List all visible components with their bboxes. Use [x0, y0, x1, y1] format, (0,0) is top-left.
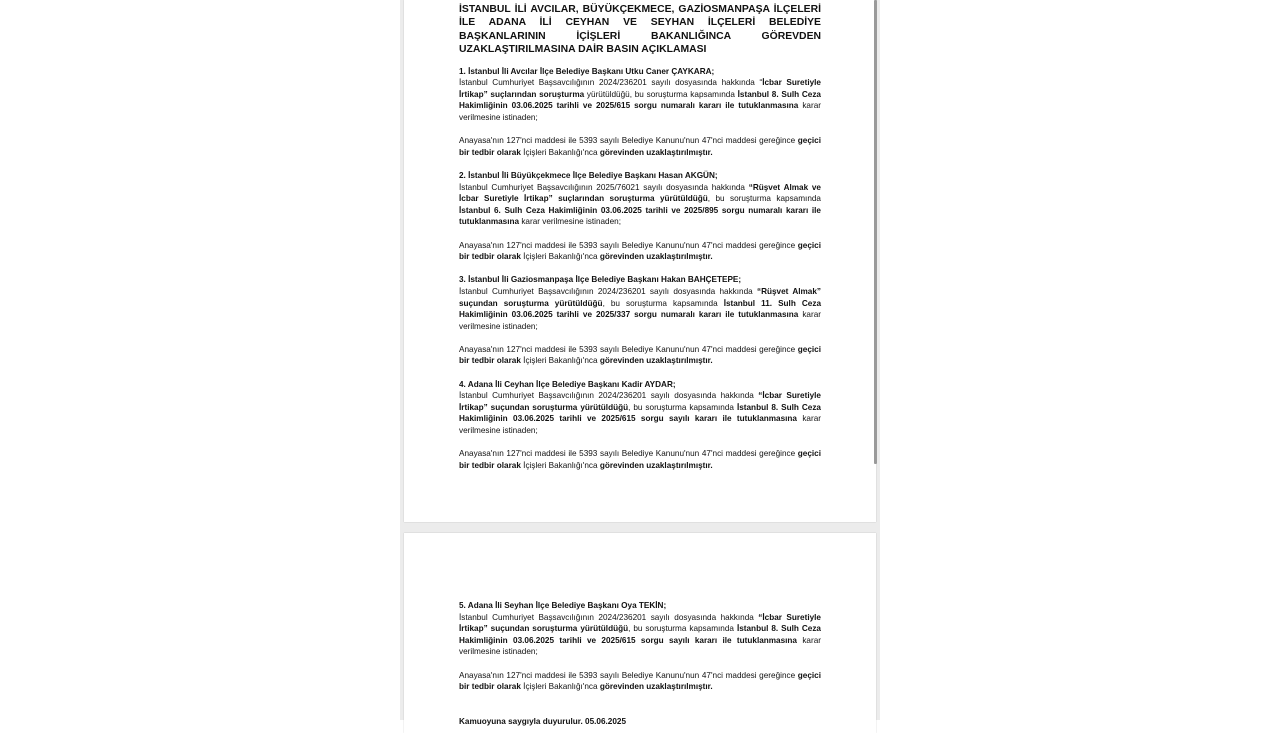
ruling-measure: geçici bir tedbir olarak [459, 136, 821, 157]
page-1-content [459, 3, 821, 483]
press-section-1 [459, 66, 821, 170]
court-decision-text: İstanbul 6. Sulh Ceza Hakimliğinin 03.06.2025 tarihli ve 2025/895 sorgu numaralı kararı ile tutuklanmasına [459, 205, 821, 227]
press-section-2 [459, 170, 821, 274]
section-body [459, 77, 821, 123]
ruling-outcome: görevinden uzaklaştırılmıştır. [599, 356, 713, 366]
section-ruling [459, 135, 821, 158]
ruling-text: Anayasa'nın 127'nci maddesi ile 5393 sayılı Belediye Kanunu'nun 47'nci maddesi gereğince [459, 449, 798, 459]
document-title: İSTANBUL İLİ AVCILAR, BÜYÜKÇEKMECE, GAZİOSMANPAŞA İLÇELERİ İLE ADANA İLİ CEYHAN VE SEYHAN İLÇELERİ BELEDİYE BAŞKANLARININ İÇİŞLERİ BAKANLIĞINCA GÖREVDEN UZAKLAŞTIRILMASINA DAİR BASIN AÇIKLAMASI [459, 4, 821, 56]
ruling-text: İçişleri Bakanlığı'nca [520, 682, 600, 692]
section-ruling [459, 448, 821, 471]
court-decision-text: İstanbul 8. Sulh Ceza Hakimliğinin 03.06.2025 tarihli ve 2025/615 sorgu sayılı kararı ile tutuklanmasına [459, 402, 821, 424]
body-text: İstanbul Cumhuriyet Başsavcılığının 2024/236201 sayılı dosyasında hakkında [459, 286, 757, 296]
ruling-outcome: görevinden uzaklaştırılmıştır. [599, 460, 713, 470]
body-text: İstanbul Cumhuriyet Başsavcılığının 2024/236201 sayılı dosyasında hakkında [459, 612, 759, 622]
body-text: karar verilmesine istinaden; [519, 217, 621, 227]
court-decision-text: İstanbul 8. Sulh Ceza Hakimliğinin 03.06.2025 tarihli ve 2025/615 sorgu sayılı kararı ile tutuklanmasına [459, 624, 821, 645]
body-text: İstanbul Cumhuriyet Başsavcılığının 2025/76021 sayılı dosyasında hakkında [459, 182, 749, 192]
section-ruling [459, 344, 821, 367]
section-heading: 3. İstanbul İli Gaziosmanpaşa İlçe Belediye Başkanı Hakan BAHÇETEPE; [459, 275, 742, 285]
charge-text: “Rüşvet Almak” suçundan soruşturma yürütüldüğü [459, 286, 821, 308]
ruling-text: İçişleri Bakanlığı'nca [520, 356, 600, 366]
ruling-outcome: görevinden uzaklaştırılmıştır. [599, 252, 713, 262]
vertical-scrollbar[interactable] [874, 0, 877, 464]
ruling-text: Anayasa'nın 127'nci maddesi ile 5393 sayılı Belediye Kanunu'nun 47'nci maddesi gereğince [459, 240, 798, 250]
press-section-4 [459, 379, 821, 483]
ruling-text: İçişleri Bakanlığı'nca [520, 252, 600, 262]
press-section-5 [459, 600, 821, 704]
charge-text: “Rüşvet Almak ve İcbar Suretiyle İrtikap” suçlarından soruşturma yürütüldüğü [459, 182, 821, 204]
body-text: , bu soruşturma kapsamında [707, 194, 821, 204]
document-page-2 [404, 533, 876, 733]
ruling-measure: geçici bir tedbir olarak [459, 240, 821, 262]
press-section-3 [459, 274, 821, 378]
section-body [459, 390, 821, 436]
sections-page-1 [459, 66, 821, 483]
ruling-measure: geçici bir tedbir olarak [459, 670, 821, 692]
section-heading: 5. Adana İli Seyhan İlçe Belediye Başkanı Oya TEKİN; [459, 601, 667, 610]
section-heading: 1. İstanbul İli Avcılar İlçe Belediye Başkanı Utku Caner ÇAYKARA; [459, 66, 715, 76]
body-text: İstanbul Cumhuriyet Başsavcılığının 2024/236201 sayılı dosyasında hakkında “ [459, 78, 763, 88]
section-ruling [459, 240, 821, 263]
ruling-text: İçişleri Bakanlığı'nca [520, 460, 600, 470]
ruling-measure: geçici bir tedbir olarak [459, 344, 821, 366]
body-text: , bu soruşturma kapsamında [602, 298, 724, 308]
section-ruling [459, 670, 821, 693]
section-heading: 2. İstanbul İli Büyükçekmece İlçe Belediye Başkanı Hasan AKGÜN; [459, 170, 718, 180]
body-text: karar verilmesine istinaden; [459, 310, 821, 331]
court-decision-text: İstanbul 11. Sulh Ceza Hakimliğinin 03.06.2025 tarihli ve 2025/337 sorgu numaralı kararı ile tutuklanmasına [459, 298, 821, 320]
court-decision-text: İstanbul 8. Sulh Ceza Hakimliğinin 03.06.2025 tarihli ve 2025/615 sorgu numaralı kararı ile tutuklanmasına [459, 89, 821, 111]
body-text: karar verilmesine istinaden; [459, 635, 821, 657]
ruling-text: Anayasa'nın 127'nci maddesi ile 5393 sayılı Belediye Kanunu'nun 47'nci maddesi gereğince [459, 670, 798, 680]
closing-statement: Kamuoyuna saygıyla duyurulur. 05.06.2025 [459, 716, 627, 726]
body-text: , bu soruşturma kapsamında [628, 402, 737, 412]
ruling-text: Anayasa'nın 127'nci maddesi ile 5393 sayılı Belediye Kanunu'nun 47'nci maddesi gereğince [459, 136, 798, 146]
charge-text: “İcbar Suretiyle İrtikap” suçundan soruşturma yürütüldüğü [459, 612, 821, 634]
body-text: İstanbul Cumhuriyet Başsavcılığının 2024/236201 sayılı dosyasında hakkında [459, 391, 759, 401]
body-text: karar verilmesine istinaden; [459, 414, 821, 436]
page-2-content [459, 600, 821, 728]
body-text: karar verilmesine istinaden; [459, 101, 821, 122]
ruling-text: İçişleri Bakanlığı'nca [520, 147, 600, 157]
charge-text: İcbar Suretiyle İrtikap” suçlarından soruşturma [459, 78, 821, 99]
ruling-outcome: görevinden uzaklaştırılmıştır. [599, 682, 713, 692]
charge-text: “İcbar Suretiyle İrtikap” suçundan soruşturma yürütüldüğü [459, 391, 821, 412]
sections-page-2 [459, 600, 821, 704]
body-text: yürütüldüğü, bu soruşturma kapsamında [584, 89, 738, 99]
section-body [459, 182, 821, 228]
document-page-1 [404, 0, 876, 522]
section-body [459, 286, 821, 332]
ruling-measure: geçici bir tedbir olarak [459, 449, 821, 470]
section-heading: 4. Adana İli Ceyhan İlçe Belediye Başkanı Kadir AYDAR; [459, 379, 676, 389]
ruling-text: Anayasa'nın 127'nci maddesi ile 5393 sayılı Belediye Kanunu'nun 47'nci maddesi gereğince [459, 344, 798, 354]
ruling-outcome: görevinden uzaklaştırılmıştır. [599, 147, 713, 157]
section-body [459, 612, 821, 658]
body-text: , bu soruşturma kapsamında [628, 624, 737, 634]
